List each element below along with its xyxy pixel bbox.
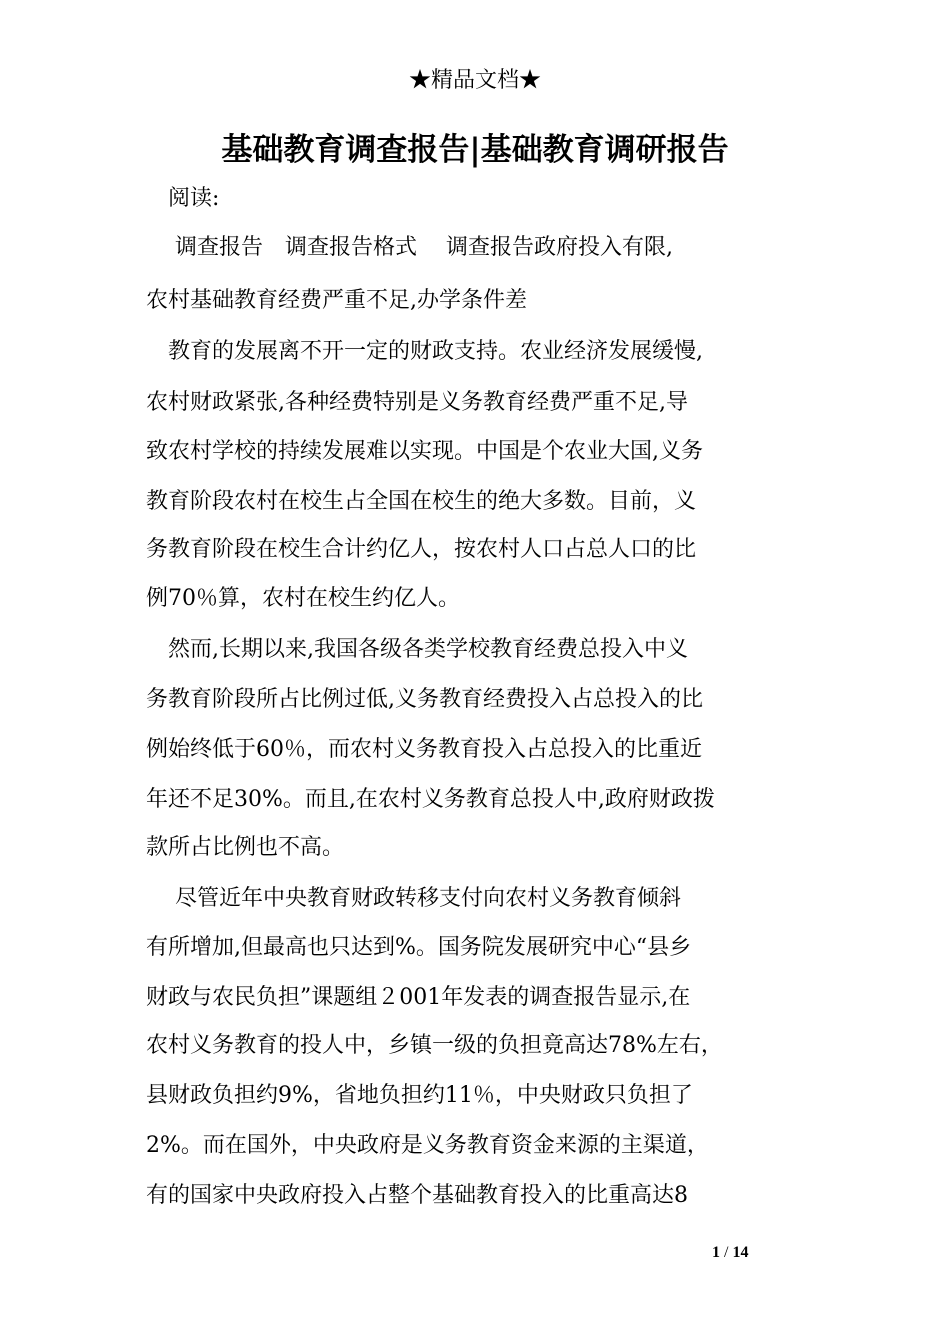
document-title: 基础教育调查报告|基础教育调研报告 <box>221 132 729 168</box>
body-line: 2%。而在国外，中央政府是义务教育资金来源的主渠道， <box>146 1133 709 1158</box>
page-separator: / <box>720 1244 733 1261</box>
page-header: ★精品文档★ <box>408 68 541 93</box>
body-line: 教育阶段农村在校生占全国在校生的绝大多数。目前，义 <box>146 489 697 514</box>
body-line: 尽管近年中央教育财政转移支付向农村义务教育倾斜 <box>146 886 681 911</box>
body-line: 年还不足30%。而且,在农村义务教育总投人中,政府财政拨 <box>146 787 715 812</box>
body-line: 务教育阶段所占比例过低,义务教育经费投入占总投入的比 <box>146 687 703 712</box>
body-line: 农村财政紧张,各种经费特别是义务教育经费严重不足,导 <box>146 390 688 415</box>
body-line: 调查报告 调查报告格式 调查报告政府投入有限, <box>146 235 673 260</box>
body-line: 务教育阶段在校生合计约亿人，按农村人口占总人口的比 <box>146 537 697 562</box>
body-line: 例始终低于60％，而农村义务教育投入占总投入的比重近 <box>146 737 702 762</box>
body-line: 例70％算，农村在校生约亿人。 <box>146 586 460 611</box>
page-number <box>712 1242 832 1264</box>
body-line: 农村基础教育经费严重不足,办学条件差 <box>146 288 527 313</box>
body-line: 农村义务教育的投人中，乡镇一级的负担竟高达78%左右， <box>146 1033 723 1058</box>
body-line: 教育的发展离不开一定的财政支持。农业经济发展缓慢, <box>146 339 703 364</box>
body-line: 有的国家中央政府投入占整个基础教育投入的比重高达8 <box>146 1183 688 1208</box>
page-total: 14 <box>732 1244 749 1261</box>
body-line: 阅读: <box>146 186 220 211</box>
body-line: 款所占比例也不高。 <box>146 835 345 860</box>
page-current: 1 <box>712 1244 720 1261</box>
body-line: 有所增加,但最高也只达到%。国务院发展研究中心“县乡 <box>146 935 692 960</box>
body-line: 致农村学校的持续发展难以实现。中国是个农业大国,义务 <box>146 439 703 464</box>
body-line: 县财政负担约9%，省地负担约11％，中央财政只负担了 <box>146 1083 693 1108</box>
body-line: 然而,长期以来,我国各级各类学校教育经费总投入中义 <box>146 637 688 662</box>
body-line: 财政与农民负担”课题组２001年发表的调查报告显示,在 <box>146 985 691 1010</box>
